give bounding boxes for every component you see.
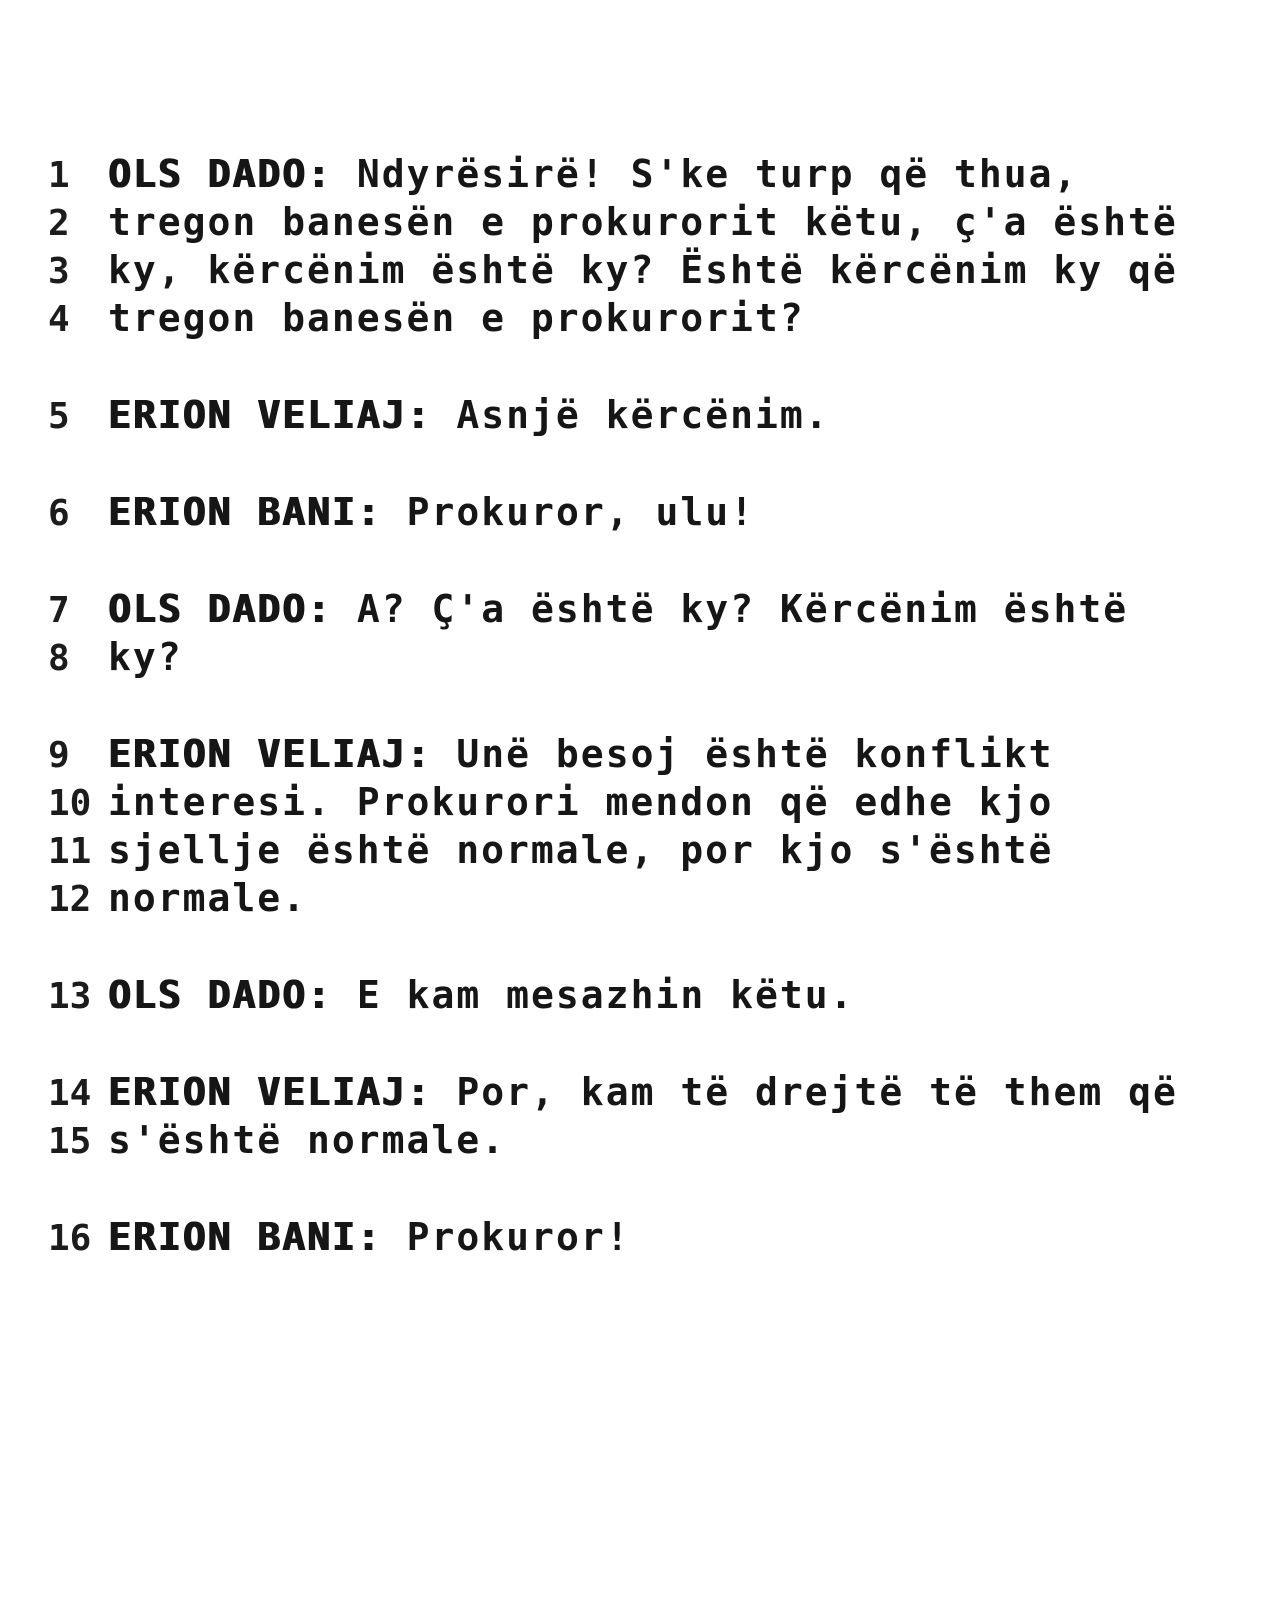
dialogue-text: Unë besoj është konflikt xyxy=(456,732,1054,776)
line-text xyxy=(108,488,755,536)
line-number: 14 xyxy=(48,1073,92,1114)
line-text xyxy=(108,1068,1178,1116)
transcript-line xyxy=(48,826,1260,874)
dialogue-text: Ndyrësirë! S'ke turp që thua, xyxy=(356,152,1079,196)
dialogue-text: ky, kërcënim është ky? Është kërcënim ky që xyxy=(108,248,1178,292)
speaker-name: OLS DADO: xyxy=(108,587,332,631)
utterance xyxy=(48,730,1260,922)
dialogue-text: normale. xyxy=(108,876,308,920)
line-number: 10 xyxy=(48,783,92,824)
dialogue-text: sjellje është normale, por kjo s'është xyxy=(108,828,1054,872)
line-text xyxy=(108,294,805,342)
line-number: 8 xyxy=(48,638,70,679)
line-text xyxy=(108,874,307,922)
line-text xyxy=(108,633,183,681)
line-text xyxy=(108,585,1128,633)
line-text xyxy=(108,246,1178,294)
line-text xyxy=(108,778,1053,826)
line-text xyxy=(108,391,830,439)
line-number: 15 xyxy=(48,1121,92,1162)
line-number: 5 xyxy=(48,396,70,437)
dialogue-text: A? Ç'a është ky? Kërcënim është xyxy=(356,587,1129,631)
transcript-line xyxy=(48,391,1260,439)
dialogue-text: ky? xyxy=(108,635,183,679)
dialogue-text: s'është normale. xyxy=(108,1118,507,1162)
dialogue-text: E kam mesazhin këtu. xyxy=(356,973,855,1017)
speaker-name: ERION BANI: xyxy=(108,1215,382,1259)
transcript xyxy=(48,150,1260,1261)
line-number: 1 xyxy=(48,155,70,196)
line-text xyxy=(108,826,1053,874)
dialogue-text: tregon banesën e prokurorit këtu, ç'a është xyxy=(108,200,1178,244)
line-number: 7 xyxy=(48,590,70,631)
dialogue-text: tregon banesën e prokurorit? xyxy=(108,296,805,340)
speaker-name: ERION VELIAJ: xyxy=(108,732,432,776)
speaker-name: OLS DADO: xyxy=(108,973,332,1017)
line-number: 2 xyxy=(48,203,70,244)
line-number: 13 xyxy=(48,976,92,1017)
transcript-line xyxy=(48,1116,1260,1164)
dialogue-text: interesi. Prokurori mendon që edhe kjo xyxy=(108,780,1054,824)
transcript-line xyxy=(48,1213,1260,1261)
dialogue-text: Asnjë kërcënim. xyxy=(456,393,830,437)
line-text xyxy=(108,150,1078,198)
dialogue-text: Prokuror! xyxy=(406,1215,631,1259)
line-text xyxy=(108,971,854,1019)
line-text xyxy=(108,1116,506,1164)
transcript-line xyxy=(48,150,1260,198)
utterance xyxy=(48,971,1260,1019)
line-number: 6 xyxy=(48,493,70,534)
line-number: 11 xyxy=(48,831,92,872)
transcript-line xyxy=(48,198,1260,246)
dialogue-text: Por, kam të drejtë të them që xyxy=(456,1070,1178,1114)
transcript-line xyxy=(48,294,1260,342)
line-number: 12 xyxy=(48,879,92,920)
line-number: 3 xyxy=(48,251,70,292)
transcript-line xyxy=(48,246,1260,294)
utterance xyxy=(48,488,1260,536)
transcript-line xyxy=(48,971,1260,1019)
line-number: 16 xyxy=(48,1218,92,1259)
line-number: 4 xyxy=(48,299,70,340)
utterance xyxy=(48,1068,1260,1164)
line-text xyxy=(108,1213,631,1261)
speaker-name: ERION VELIAJ: xyxy=(108,1070,432,1114)
transcript-line xyxy=(48,874,1260,922)
transcript-line xyxy=(48,585,1260,633)
speaker-name: ERION VELIAJ: xyxy=(108,393,432,437)
utterance xyxy=(48,150,1260,342)
transcript-line xyxy=(48,778,1260,826)
line-text xyxy=(108,198,1178,246)
speaker-name: ERION BANI: xyxy=(108,490,382,534)
transcript-line xyxy=(48,730,1260,778)
line-text xyxy=(108,730,1054,778)
utterance xyxy=(48,391,1260,439)
utterance xyxy=(48,1213,1260,1261)
dialogue-text: Prokuror, ulu! xyxy=(406,490,755,534)
utterance xyxy=(48,585,1260,681)
speaker-name: OLS DADO: xyxy=(108,152,332,196)
transcript-line xyxy=(48,1068,1260,1116)
transcript-line xyxy=(48,633,1260,681)
transcript-line xyxy=(48,488,1260,536)
line-number: 9 xyxy=(48,735,70,776)
